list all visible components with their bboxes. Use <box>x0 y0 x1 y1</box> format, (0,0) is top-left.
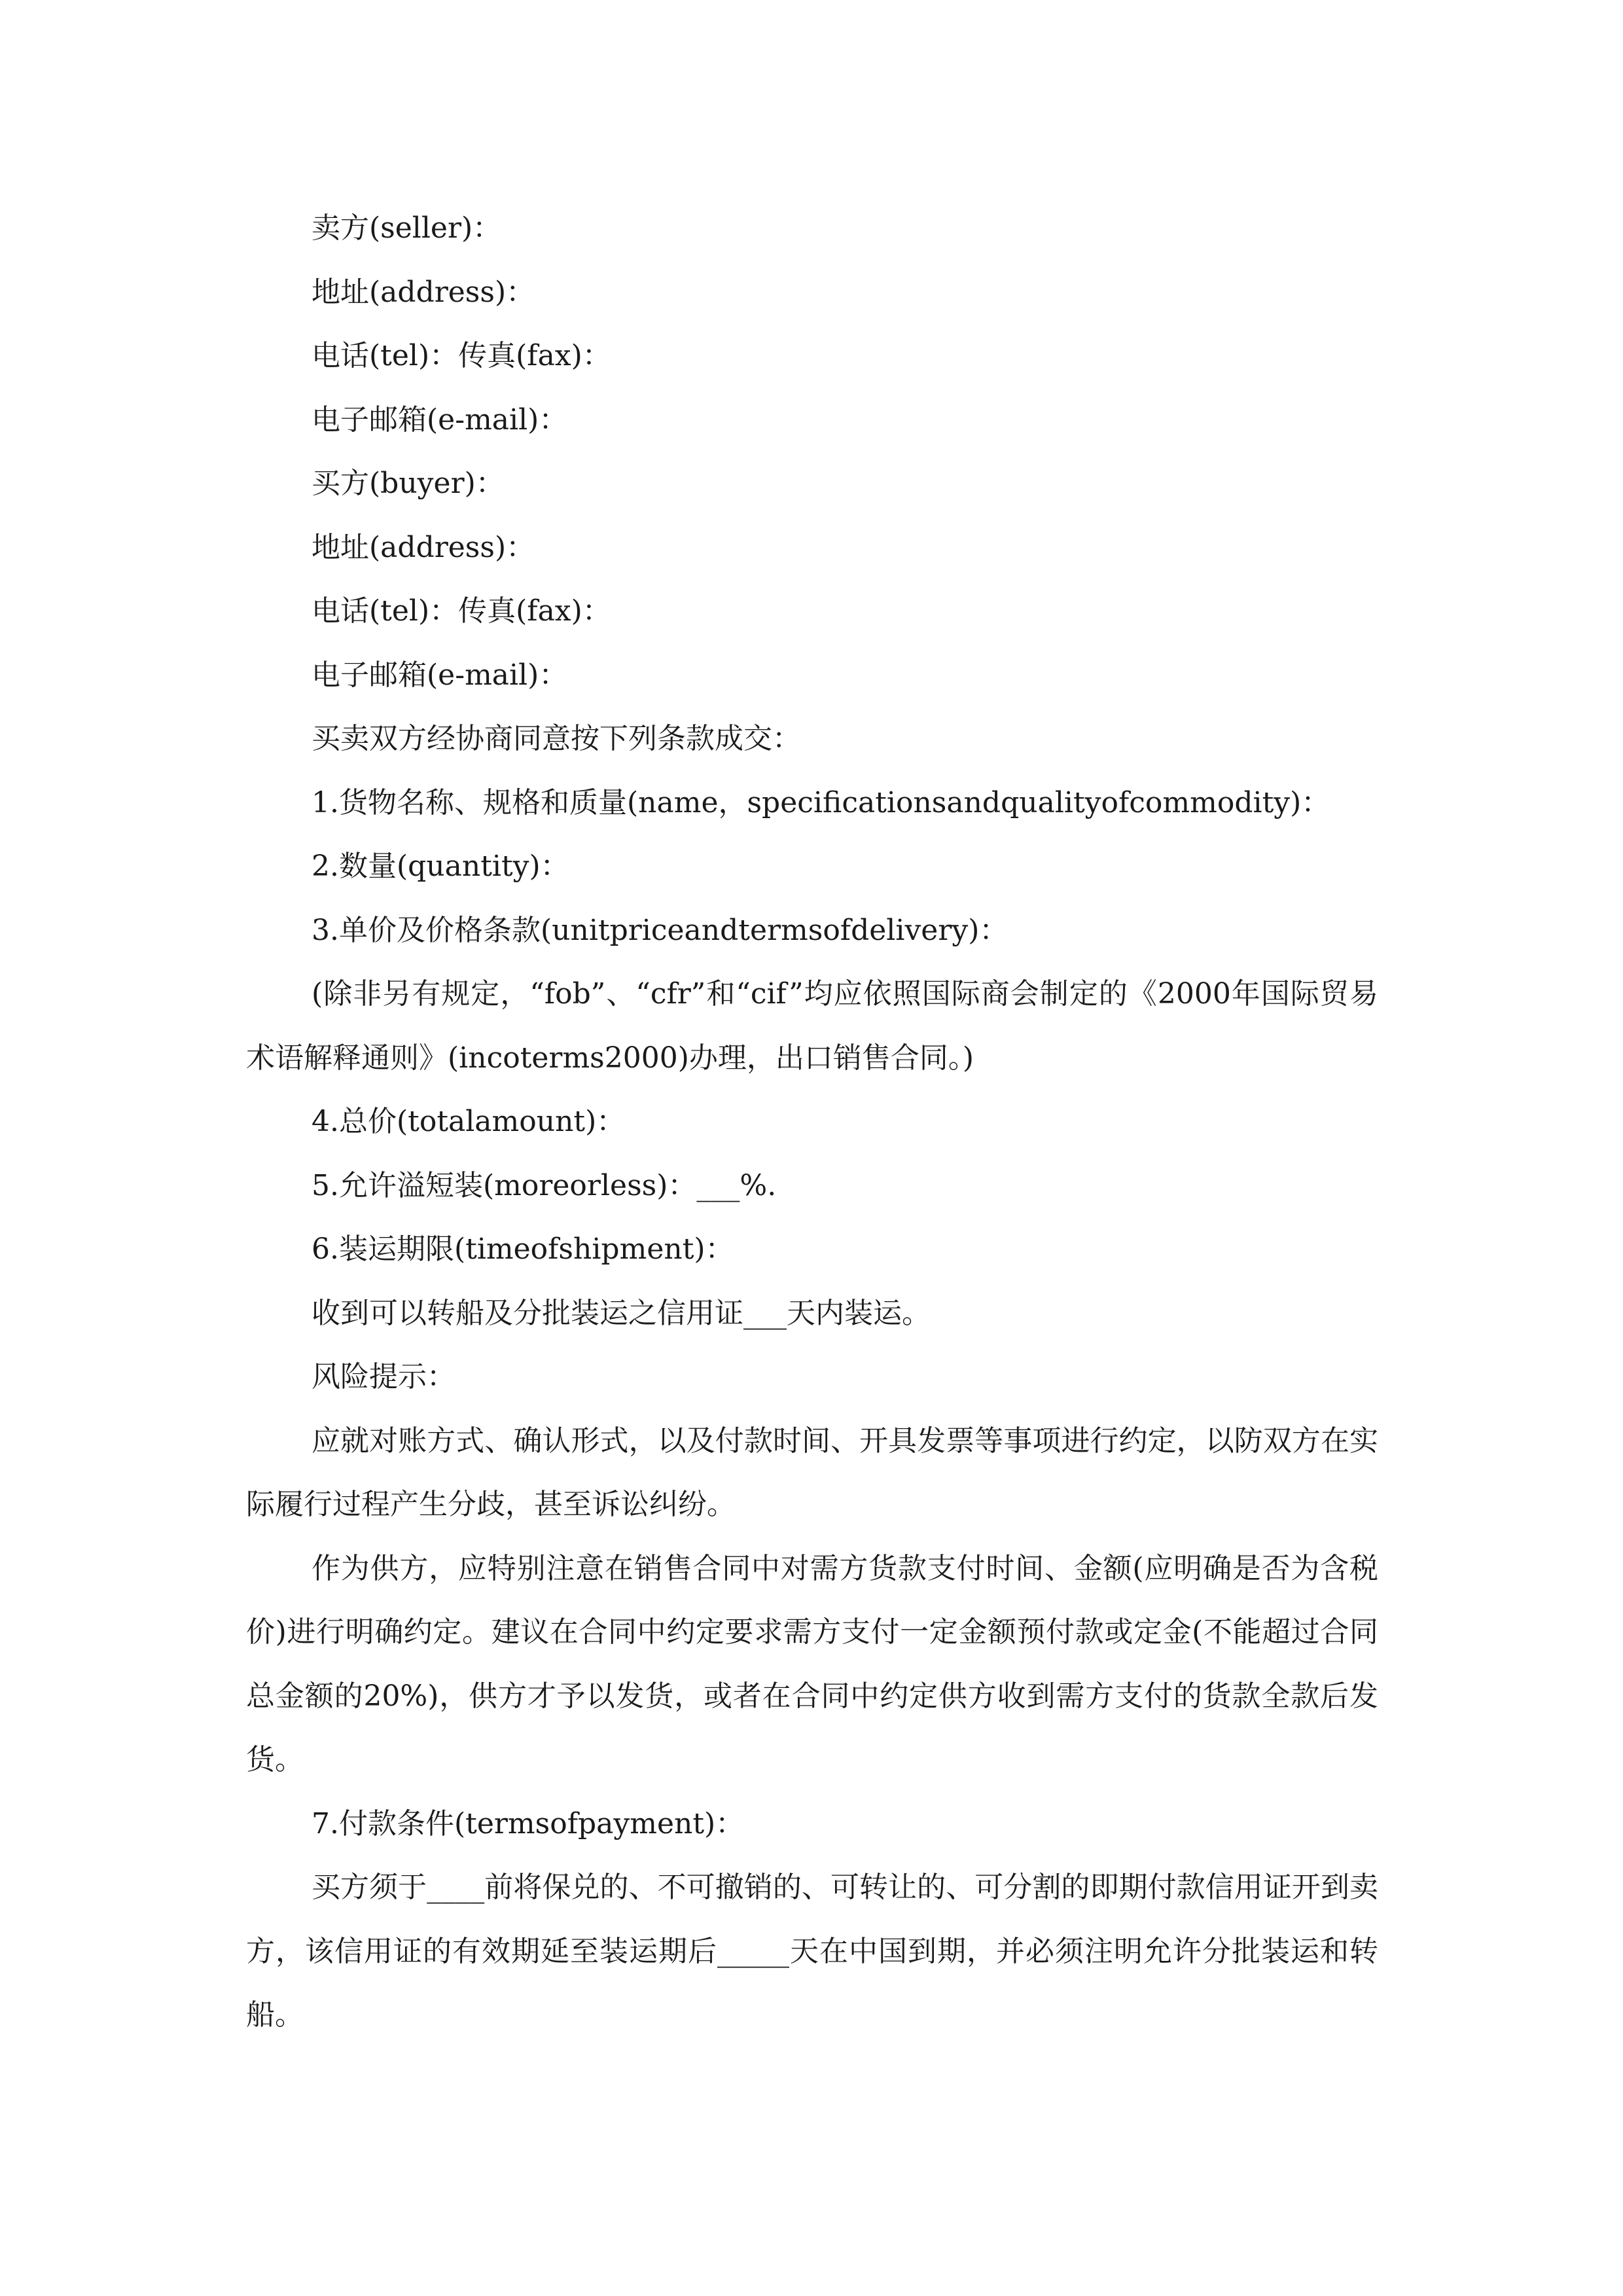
payment-detail: 买方须于____前将保兑的、不可撤销的、可转让的、可分割的即期付款信用证开到卖方，该信用证的有效期延至装运期后_____天在中国到期，并必须注明允许分批装运和转船。 <box>246 1871 1378 2032</box>
seller-tel-fax-line: 电话(tel)：传真(fax)： <box>312 339 611 372</box>
clause-quantity: 2.数量(quantity)： <box>312 850 569 883</box>
agreement-intro: 买卖双方经协商同意按下列条款成交： <box>312 722 801 755</box>
buyer-tel-fax-line: 电话(tel)：传真(fax)： <box>312 594 611 628</box>
document-body <box>246 196 1378 2047</box>
seller-line: 卖方(seller)： <box>312 211 502 245</box>
clause-shipment-time: 6.装运期限(timeofshipment)： <box>312 1232 734 1266</box>
risk-heading: 风险提示： <box>312 1360 455 1393</box>
buyer-email-line: 电子邮箱(e-mail)： <box>312 658 568 692</box>
clause-more-or-less: 5.允许溢短装(moreorless)：___%. <box>312 1168 777 1202</box>
clause-unit-price: 3.单价及价格条款(unitpriceandtermsofdelivery)： <box>312 913 1008 947</box>
seller-address-line: 地址(address)： <box>312 275 535 309</box>
seller-email-line: 电子邮箱(e-mail)： <box>312 403 568 437</box>
clause-commodity: 1.货物名称、规格和质量(name，specificationsandqualityofcommodity)： <box>312 785 1330 819</box>
shipment-detail: 收到可以转船及分批装运之信用证___天内装运。 <box>312 1296 931 1330</box>
buyer-address-line: 地址(address)： <box>312 530 535 564</box>
clause-total-amount: 4.总价(totalamount)： <box>312 1105 626 1138</box>
risk-paragraph-1: 应就对账方式、确认形式，以及付款时间、开具发票等事项进行约定，以防双方在实际履行过程产生分歧，甚至诉讼纠纷。 <box>246 1424 1378 1521</box>
clause-payment-terms: 7.付款条件(termsofpayment)： <box>312 1806 745 1840</box>
incoterms-note: (除非另有规定，“fob”、“cfr”和“cif”均应依照国际商会制定的《2000年国际贸易术语解释通则》(incoterms2000)办理，出口销售合同。) <box>246 977 1378 1075</box>
risk-paragraph-2: 作为供方，应特别注意在销售合同中对需方货款支付时间、金额(应明确是否为含税价)进行明确约定。建议在合同中约定要求需方支付一定金额预付款或定金(不能超过合同总金额的20%)，供方才予以发货，或者在合同中约定供方收到需方支付的货款全款后发货。 <box>246 1551 1378 1776</box>
buyer-line: 买方(buyer)： <box>312 467 505 500</box>
